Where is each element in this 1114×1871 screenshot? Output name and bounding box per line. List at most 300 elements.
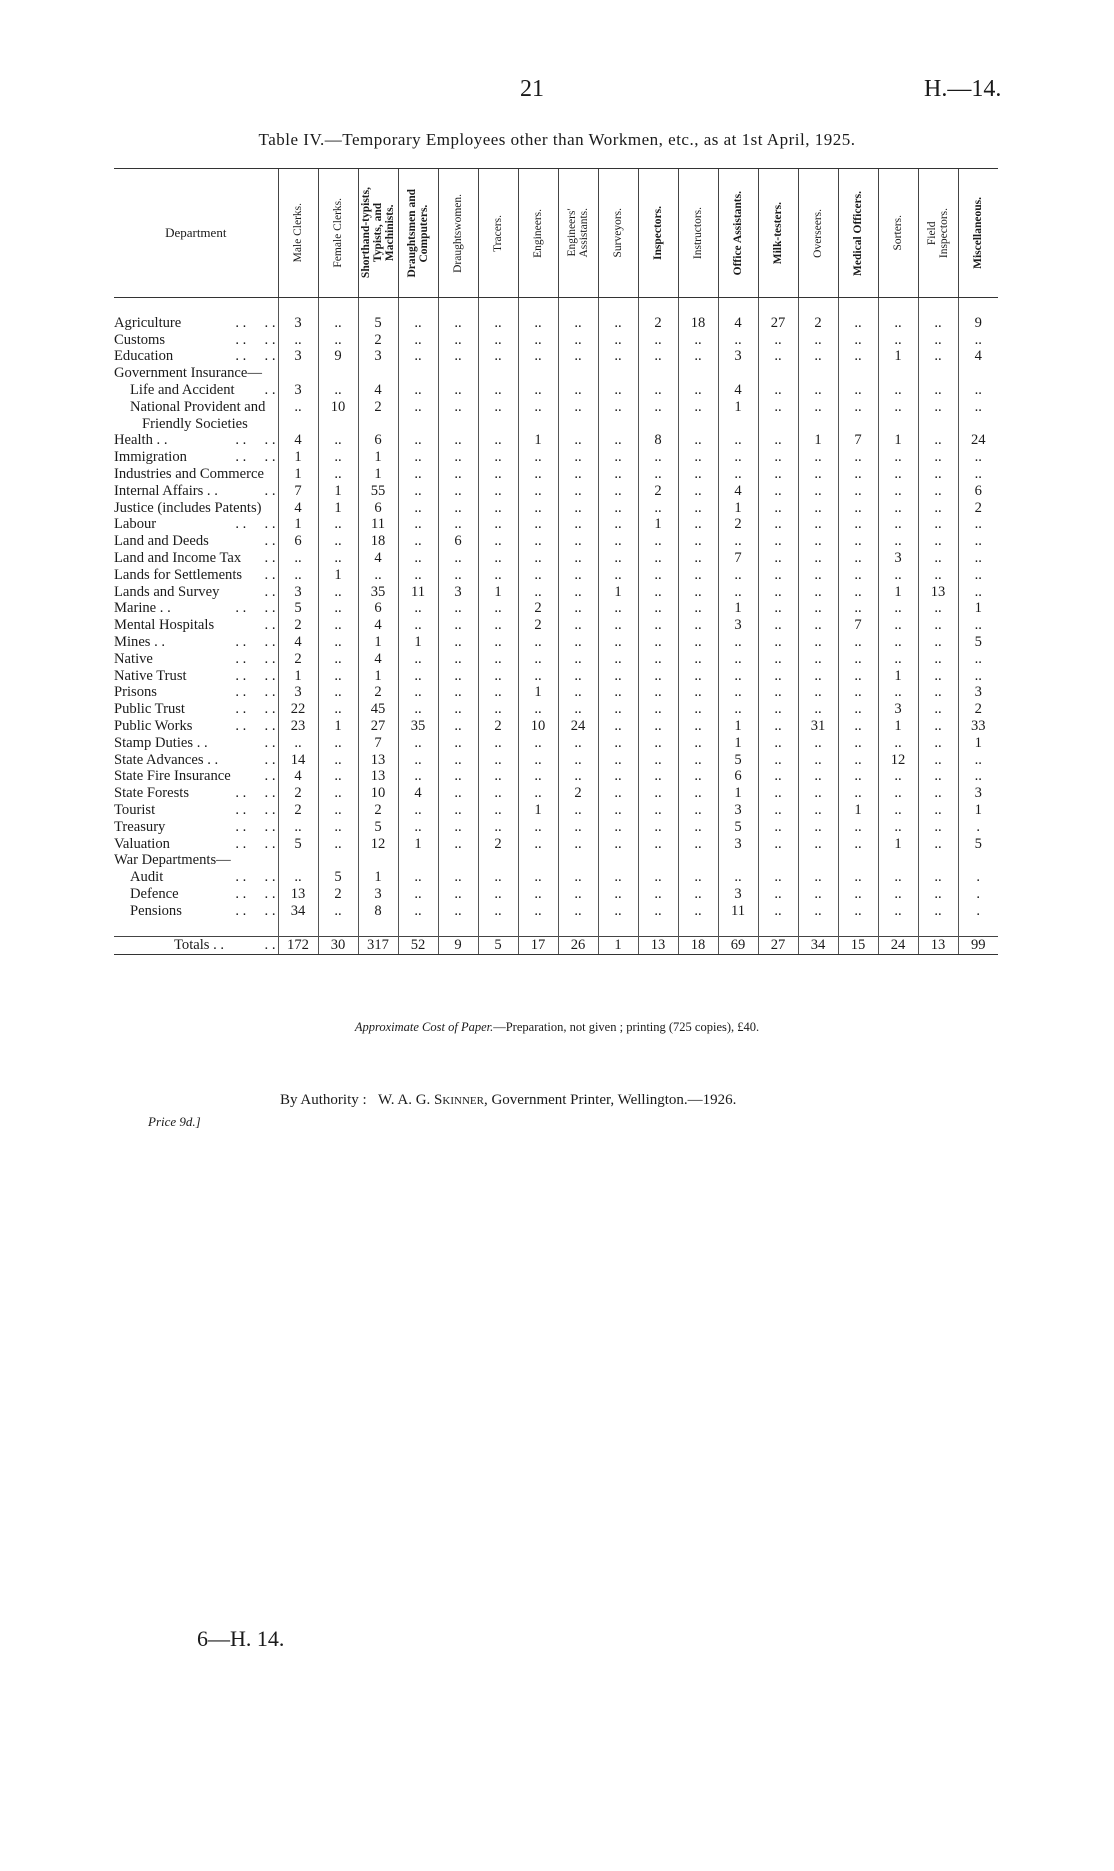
value-cell: 4 — [278, 634, 318, 651]
value-cell: .. — [518, 752, 558, 769]
value-cell — [838, 365, 878, 382]
value-cell: .. — [438, 836, 478, 853]
value-cell: .. — [598, 600, 638, 617]
department-cell — [114, 651, 278, 668]
value-cell: .. — [318, 516, 358, 533]
value-cell: .. — [318, 332, 358, 349]
department-name: War Departments— — [114, 852, 231, 869]
value-cell: .. — [758, 869, 798, 886]
table-row — [114, 869, 998, 886]
value-cell: .. — [958, 516, 998, 533]
value-cell: .. — [398, 332, 438, 349]
value-cell: .. — [518, 836, 558, 853]
department-name: Defence — [130, 885, 179, 902]
table-row — [114, 684, 998, 701]
value-cell: .. — [438, 701, 478, 718]
value-cell: .. — [838, 600, 878, 617]
value-cell: .. — [478, 348, 518, 365]
value-cell: .. — [318, 600, 358, 617]
value-cell: .. — [838, 399, 878, 416]
value-cell: 3 — [718, 802, 758, 819]
value-cell: .. — [918, 752, 958, 769]
value-cell: .. — [838, 382, 878, 399]
value-cell: 3 — [718, 886, 758, 903]
value-cell: .. — [478, 516, 518, 533]
value-cell: .. — [558, 584, 598, 601]
value-cell: .. — [798, 869, 838, 886]
value-cell: .. — [478, 567, 518, 584]
value-cell: 1 — [718, 500, 758, 517]
value-cell: 1 — [718, 600, 758, 617]
value-cell: .. — [798, 768, 838, 785]
value-cell: .. — [638, 617, 678, 634]
value-cell: .. — [558, 348, 598, 365]
spacer-cell — [398, 298, 438, 315]
value-cell: 7 — [278, 483, 318, 500]
value-cell: 1 — [518, 684, 558, 701]
department-cell — [114, 802, 278, 819]
column-header — [518, 169, 558, 298]
department-cell — [114, 869, 278, 886]
spacer-cell — [438, 919, 478, 936]
value-cell: .. — [598, 617, 638, 634]
value-cell: .. — [398, 819, 438, 836]
value-cell: .. — [398, 768, 438, 785]
value-cell: .. — [518, 819, 558, 836]
value-cell: .. — [798, 567, 838, 584]
table-row — [114, 819, 998, 836]
total-value-cell: 30 — [318, 937, 358, 955]
value-cell: .. — [758, 617, 798, 634]
value-cell: . — [958, 869, 998, 886]
value-cell: 13 — [278, 886, 318, 903]
value-cell: .. — [918, 886, 958, 903]
value-cell: .. — [878, 785, 918, 802]
value-cell: .. — [518, 500, 558, 517]
value-cell: .. — [438, 516, 478, 533]
total-value-cell: 17 — [518, 937, 558, 955]
dot-leader: . . . . — [235, 449, 276, 466]
value-cell: .. — [798, 617, 838, 634]
value-cell: .. — [918, 785, 958, 802]
value-cell — [718, 365, 758, 382]
value-cell: .. — [478, 752, 518, 769]
value-cell: .. — [878, 869, 918, 886]
value-cell — [318, 416, 358, 433]
value-cell: 5 — [718, 752, 758, 769]
value-cell: .. — [518, 449, 558, 466]
value-cell — [598, 365, 638, 382]
value-cell: .. — [678, 449, 718, 466]
table-row — [114, 836, 998, 853]
department-cell — [114, 399, 278, 416]
value-cell: 1 — [958, 802, 998, 819]
spacer-cell — [798, 298, 838, 315]
value-cell: 13 — [918, 584, 958, 601]
value-cell: .. — [398, 651, 438, 668]
value-cell: .. — [558, 869, 598, 886]
department-cell — [114, 701, 278, 718]
value-cell: .. — [918, 432, 958, 449]
value-cell: .. — [918, 600, 958, 617]
value-cell: .. — [838, 348, 878, 365]
value-cell — [798, 416, 838, 433]
dot-leader: . . — [264, 734, 276, 751]
value-cell: .. — [318, 533, 358, 550]
value-cell: 3 — [278, 684, 318, 701]
value-cell: 3 — [958, 785, 998, 802]
value-cell: .. — [798, 483, 838, 500]
value-cell: 2 — [318, 886, 358, 903]
value-cell: .. — [558, 500, 598, 517]
value-cell: .. — [558, 432, 598, 449]
value-cell: .. — [478, 483, 518, 500]
value-cell: .. — [478, 332, 518, 349]
value-cell — [598, 416, 638, 433]
value-cell: .. — [558, 483, 598, 500]
value-cell — [958, 416, 998, 433]
value-cell: .. — [438, 735, 478, 752]
column-header — [478, 169, 518, 298]
value-cell: .. — [878, 886, 918, 903]
department-name: Government Insurance— — [114, 365, 262, 382]
value-cell: .. — [878, 735, 918, 752]
value-cell — [398, 416, 438, 433]
value-cell: .. — [518, 466, 558, 483]
value-cell: .. — [478, 768, 518, 785]
value-cell: .. — [798, 348, 838, 365]
value-cell: 2 — [638, 483, 678, 500]
value-cell: .. — [678, 785, 718, 802]
value-cell: .. — [718, 701, 758, 718]
value-cell: .. — [518, 382, 558, 399]
value-cell: .. — [638, 348, 678, 365]
value-cell: 2 — [958, 701, 998, 718]
value-cell: .. — [478, 634, 518, 651]
column-header — [918, 169, 958, 298]
value-cell: .. — [918, 516, 958, 533]
department-name: Friendly Societies — [142, 415, 248, 432]
value-cell: 6 — [358, 432, 398, 449]
value-cell: .. — [398, 432, 438, 449]
table-row — [114, 533, 998, 550]
table-row — [114, 735, 998, 752]
value-cell: .. — [878, 315, 918, 332]
column-header — [598, 169, 638, 298]
value-cell: .. — [598, 533, 638, 550]
value-cell: 1 — [718, 718, 758, 735]
value-cell: .. — [678, 600, 718, 617]
value-cell: .. — [838, 752, 878, 769]
total-value-cell: 27 — [758, 937, 798, 955]
value-cell: .. — [678, 768, 718, 785]
spacer-cell — [358, 298, 398, 315]
value-cell: .. — [558, 449, 598, 466]
value-cell: .. — [598, 668, 638, 685]
value-cell: .. — [558, 903, 598, 920]
value-cell: 1 — [318, 718, 358, 735]
value-cell: .. — [638, 600, 678, 617]
value-cell: 2 — [638, 315, 678, 332]
column-header — [718, 169, 758, 298]
dot-leader: . . . . — [235, 785, 276, 802]
value-cell: .. — [598, 651, 638, 668]
value-cell: 3 — [278, 315, 318, 332]
value-cell — [878, 416, 918, 433]
table-title-text: Table IV.—Temporary Employees other than Workmen, etc., as at 1st April, 1925. — [258, 130, 856, 149]
value-cell: .. — [918, 718, 958, 735]
value-cell: .. — [438, 399, 478, 416]
value-cell — [518, 416, 558, 433]
column-header — [958, 169, 998, 298]
value-cell: .. — [518, 903, 558, 920]
value-cell: .. — [638, 802, 678, 819]
spacer-cell — [558, 919, 598, 936]
value-cell: .. — [758, 332, 798, 349]
value-cell: .. — [598, 550, 638, 567]
value-cell: .. — [678, 516, 718, 533]
department-name: Treasury — [114, 818, 166, 835]
value-cell: 7 — [838, 617, 878, 634]
spacer-cell — [958, 298, 998, 315]
value-cell: 2 — [358, 802, 398, 819]
table-row — [114, 886, 998, 903]
value-cell: .. — [518, 651, 558, 668]
value-cell — [878, 365, 918, 382]
table-row — [114, 903, 998, 920]
department-name: Native — [114, 650, 153, 667]
value-cell: .. — [398, 516, 438, 533]
value-cell: .. — [398, 500, 438, 517]
total-value-cell: 26 — [558, 937, 598, 955]
value-cell: .. — [278, 735, 318, 752]
value-cell: 1 — [718, 399, 758, 416]
value-cell: .. — [958, 550, 998, 567]
column-header — [398, 169, 438, 298]
value-cell: 1 — [598, 584, 638, 601]
value-cell: .. — [598, 869, 638, 886]
value-cell: .. — [598, 315, 638, 332]
value-cell: .. — [878, 600, 918, 617]
value-cell: 1 — [878, 718, 918, 735]
table-row — [114, 382, 998, 399]
column-header — [838, 169, 878, 298]
spacer-cell — [278, 298, 318, 315]
value-cell: .. — [478, 315, 518, 332]
spacer-cell — [518, 298, 558, 315]
value-cell: .. — [598, 802, 638, 819]
value-cell: 3 — [438, 584, 478, 601]
value-cell: .. — [798, 886, 838, 903]
value-cell: .. — [878, 684, 918, 701]
value-cell: .. — [878, 382, 918, 399]
value-cell: .. — [958, 382, 998, 399]
column-header-label: Shorthand-typists, Typists, and Machinists. — [360, 187, 396, 279]
value-cell: 1 — [878, 668, 918, 685]
spacer-cell — [398, 919, 438, 936]
value-cell: .. — [598, 500, 638, 517]
value-cell: 2 — [518, 617, 558, 634]
value-cell: .. — [478, 735, 518, 752]
value-cell: .. — [558, 684, 598, 701]
spacer-cell — [558, 298, 598, 315]
value-cell — [918, 852, 958, 869]
value-cell: 13 — [358, 752, 398, 769]
value-cell: .. — [518, 701, 558, 718]
value-cell: 1 — [798, 432, 838, 449]
employees-table — [114, 168, 998, 955]
column-header-label: Draughtsmen and Computers. — [406, 188, 430, 278]
value-cell: .. — [798, 584, 838, 601]
value-cell: 2 — [558, 785, 598, 802]
value-cell: .. — [638, 869, 678, 886]
value-cell: .. — [558, 332, 598, 349]
value-cell: .. — [598, 701, 638, 718]
value-cell: .. — [878, 449, 918, 466]
value-cell: .. — [838, 533, 878, 550]
value-cell: .. — [598, 516, 638, 533]
dot-leader: . . . . — [235, 701, 276, 718]
value-cell: .. — [318, 684, 358, 701]
value-cell: 8 — [638, 432, 678, 449]
table-row — [114, 348, 998, 365]
value-cell: .. — [798, 466, 838, 483]
value-cell: .. — [958, 466, 998, 483]
value-cell: .. — [958, 533, 998, 550]
value-cell: .. — [958, 651, 998, 668]
table-row — [114, 449, 998, 466]
value-cell: 1 — [878, 584, 918, 601]
value-cell: .. — [918, 869, 958, 886]
table-row — [114, 852, 998, 869]
value-cell: .. — [678, 651, 718, 668]
dot-leader: . . — [264, 751, 276, 768]
value-cell — [358, 852, 398, 869]
table-row — [114, 584, 998, 601]
value-cell: .. — [478, 785, 518, 802]
value-cell: .. — [918, 903, 958, 920]
value-cell: .. — [638, 752, 678, 769]
value-cell: 2 — [798, 315, 838, 332]
department-name: Lands and Survey — [114, 583, 220, 600]
value-cell: 1 — [358, 668, 398, 685]
value-cell: .. — [758, 584, 798, 601]
column-header — [878, 169, 918, 298]
value-cell: .. — [558, 466, 598, 483]
value-cell: .. — [798, 600, 838, 617]
value-cell: .. — [558, 752, 598, 769]
value-cell: .. — [878, 617, 918, 634]
value-cell: .. — [318, 466, 358, 483]
value-cell: .. — [318, 449, 358, 466]
value-cell: .. — [758, 651, 798, 668]
value-cell: .. — [798, 651, 838, 668]
value-cell: .. — [918, 533, 958, 550]
value-cell: .. — [718, 533, 758, 550]
value-cell: .. — [798, 399, 838, 416]
department-name: State Advances . . — [114, 751, 219, 768]
value-cell: .. — [958, 584, 998, 601]
value-cell: 4 — [278, 432, 318, 449]
value-cell: .. — [958, 668, 998, 685]
value-cell: .. — [638, 550, 678, 567]
value-cell: .. — [798, 634, 838, 651]
value-cell: .. — [878, 533, 918, 550]
value-cell: 5 — [718, 819, 758, 836]
value-cell: .. — [678, 718, 718, 735]
value-cell: 1 — [278, 516, 318, 533]
value-cell: .. — [838, 785, 878, 802]
value-cell: 3 — [718, 836, 758, 853]
department-cell — [114, 768, 278, 785]
department-cell — [114, 567, 278, 584]
value-cell: 2 — [278, 617, 318, 634]
value-cell: .. — [638, 382, 678, 399]
value-cell: .. — [678, 836, 718, 853]
department-cell — [114, 382, 278, 399]
table-row — [114, 634, 998, 651]
table-row — [114, 701, 998, 718]
value-cell: 1 — [318, 483, 358, 500]
value-cell: .. — [758, 449, 798, 466]
value-cell: 55 — [358, 483, 398, 500]
value-cell: .. — [598, 483, 638, 500]
department-cell — [114, 836, 278, 853]
value-cell: . — [958, 819, 998, 836]
department-name: Stamp Duties . . — [114, 734, 208, 751]
value-cell: 10 — [358, 785, 398, 802]
value-cell — [718, 852, 758, 869]
dot-leader: . . — [264, 617, 276, 634]
value-cell: .. — [598, 432, 638, 449]
value-cell: 5 — [318, 869, 358, 886]
value-cell: .. — [398, 550, 438, 567]
value-cell: .. — [558, 634, 598, 651]
value-cell: .. — [278, 332, 318, 349]
value-cell: .. — [918, 315, 958, 332]
value-cell: 4 — [358, 651, 398, 668]
value-cell: .. — [478, 617, 518, 634]
value-cell: 1 — [638, 516, 678, 533]
value-cell: .. — [758, 500, 798, 517]
table-title — [0, 130, 1114, 150]
value-cell: .. — [558, 399, 598, 416]
value-cell: .. — [438, 651, 478, 668]
value-cell: .. — [518, 584, 558, 601]
spacer-cell — [318, 298, 358, 315]
total-value-cell: 34 — [798, 937, 838, 955]
value-cell: .. — [918, 668, 958, 685]
value-cell — [918, 365, 958, 382]
spacer-cell — [798, 919, 838, 936]
value-cell: .. — [398, 886, 438, 903]
spacer-cell — [518, 919, 558, 936]
value-cell: 3 — [278, 584, 318, 601]
value-cell: 3 — [718, 348, 758, 365]
table-row — [114, 768, 998, 785]
value-cell: .. — [878, 483, 918, 500]
department-cell — [114, 634, 278, 651]
value-cell: .. — [518, 516, 558, 533]
value-cell: .. — [398, 533, 438, 550]
value-cell — [518, 365, 558, 382]
value-cell: .. — [838, 332, 878, 349]
value-cell: .. — [758, 432, 798, 449]
value-cell: .. — [838, 668, 878, 685]
value-cell: .. — [918, 819, 958, 836]
value-cell: 1 — [478, 584, 518, 601]
value-cell: .. — [598, 768, 638, 785]
